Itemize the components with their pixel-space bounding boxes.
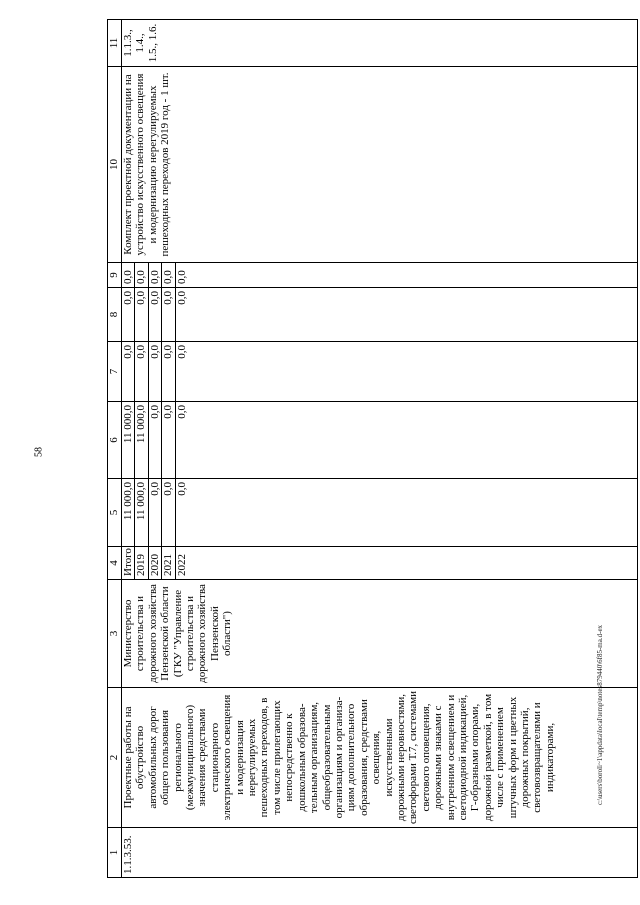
header-col-3: 3: [108, 580, 122, 688]
year-value: 2021: [162, 547, 175, 579]
header-col-1: 1: [108, 828, 122, 878]
expected-result-cell: Комплект проектной документации на устройство искусственного освещения и модернизацию нерегулируемых пешеходных переходов 2019 год - 1 шт.: [122, 67, 638, 263]
activity-description-cell: Проектные работы на обустройство автомобильных дорог общего пользования регионального (межмуниципального) значения средствами стационарного электрического освещения и модернизация нерегулируемых пешеходных переходов, в том числе прилегающих непосредственно к дошкольным образова-тельным организациям, общеобразовательным организациям и организа-циям дополнительного образования, средствами освещения, искусственными дорожными неровностями, светофорами Т.7, системами светового оповещения, дорожными знаками с внутренним освещением и светодиодной индикацией, Г-образными опорами, дорожной разметкой, в том числе с применением штучных форм и цветных дорожных покрытий, световозвращателями и индикаторами,: [122, 688, 638, 828]
responsible-executor-cell: Министерство строительства и дорожного хозяйства Пензенской области (ГКУ "Управление строительства и дорожного хозяйства Пензенской области"): [122, 580, 638, 688]
amount-value: 11 000,0: [135, 402, 148, 478]
year-value: 2022: [175, 554, 188, 576]
amount-value: 0,0: [162, 263, 175, 287]
amount-value: 0,0: [122, 263, 135, 287]
amount-value: 11 000,0: [122, 479, 135, 546]
amount-value: 0,0: [175, 291, 188, 305]
funding-col9-cell: [122, 263, 638, 288]
amount-value: 0,0: [149, 402, 162, 478]
header-col-8: 8: [108, 288, 122, 342]
amount-value: 0,0: [162, 402, 175, 478]
amount-value: 0,0: [149, 288, 162, 341]
amount-value: 0,0: [122, 288, 135, 341]
funding-col6-cell: [122, 402, 638, 479]
year-value: 2020: [149, 547, 162, 579]
row-number-cell: 1.1.3.53.: [122, 828, 638, 878]
header-col-11: 11: [108, 20, 122, 67]
amount-value: 0,0: [175, 482, 188, 496]
footer-file-path: c:\users\boroli~1\appdata\local\temp\notes879440\6f85-ma.d-ex: [596, 624, 604, 806]
amount-value: 0,0: [135, 263, 148, 287]
amount-value: 0,0: [175, 345, 188, 359]
header-col-9: 9: [108, 263, 122, 288]
funding-col7-cell: [122, 342, 638, 402]
header-col-6: 6: [108, 402, 122, 479]
header-col-4: 4: [108, 547, 122, 580]
amount-value: 0,0: [162, 479, 175, 546]
year-value: 2019: [135, 547, 148, 579]
amount-value: 0,0: [149, 479, 162, 546]
page-number: 58: [33, 447, 45, 457]
header-col-7: 7: [108, 342, 122, 402]
header-row: [108, 20, 122, 878]
table-row: [122, 20, 638, 878]
amount-value: 0,0: [135, 342, 148, 401]
amount-value: 0,0: [135, 288, 148, 341]
header-col-2: 2: [108, 688, 122, 828]
amount-value: 0,0: [122, 342, 135, 401]
amount-value: 0,0: [175, 405, 188, 419]
amount-value: 0,0: [149, 342, 162, 401]
program-table: [107, 19, 638, 878]
amount-value: 11 000,0: [122, 402, 135, 478]
year-cell: [122, 547, 638, 580]
indicator-link-cell: 1.1.3., 1.4., 1.5., 1.6.: [122, 20, 638, 67]
amount-value: 0,0: [162, 288, 175, 341]
total-funding-cell: [122, 479, 638, 547]
amount-value: 0,0: [162, 342, 175, 401]
year-value: Итого: [122, 547, 135, 579]
amount-value: 0,0: [149, 263, 162, 287]
amount-value: 0,0: [175, 270, 188, 284]
header-col-10: 10: [108, 67, 122, 263]
funding-col8-cell: [122, 288, 638, 342]
amount-value: 11 000,0: [135, 479, 148, 546]
rotated-table-container: [107, 20, 637, 878]
header-col-5: 5: [108, 479, 122, 547]
